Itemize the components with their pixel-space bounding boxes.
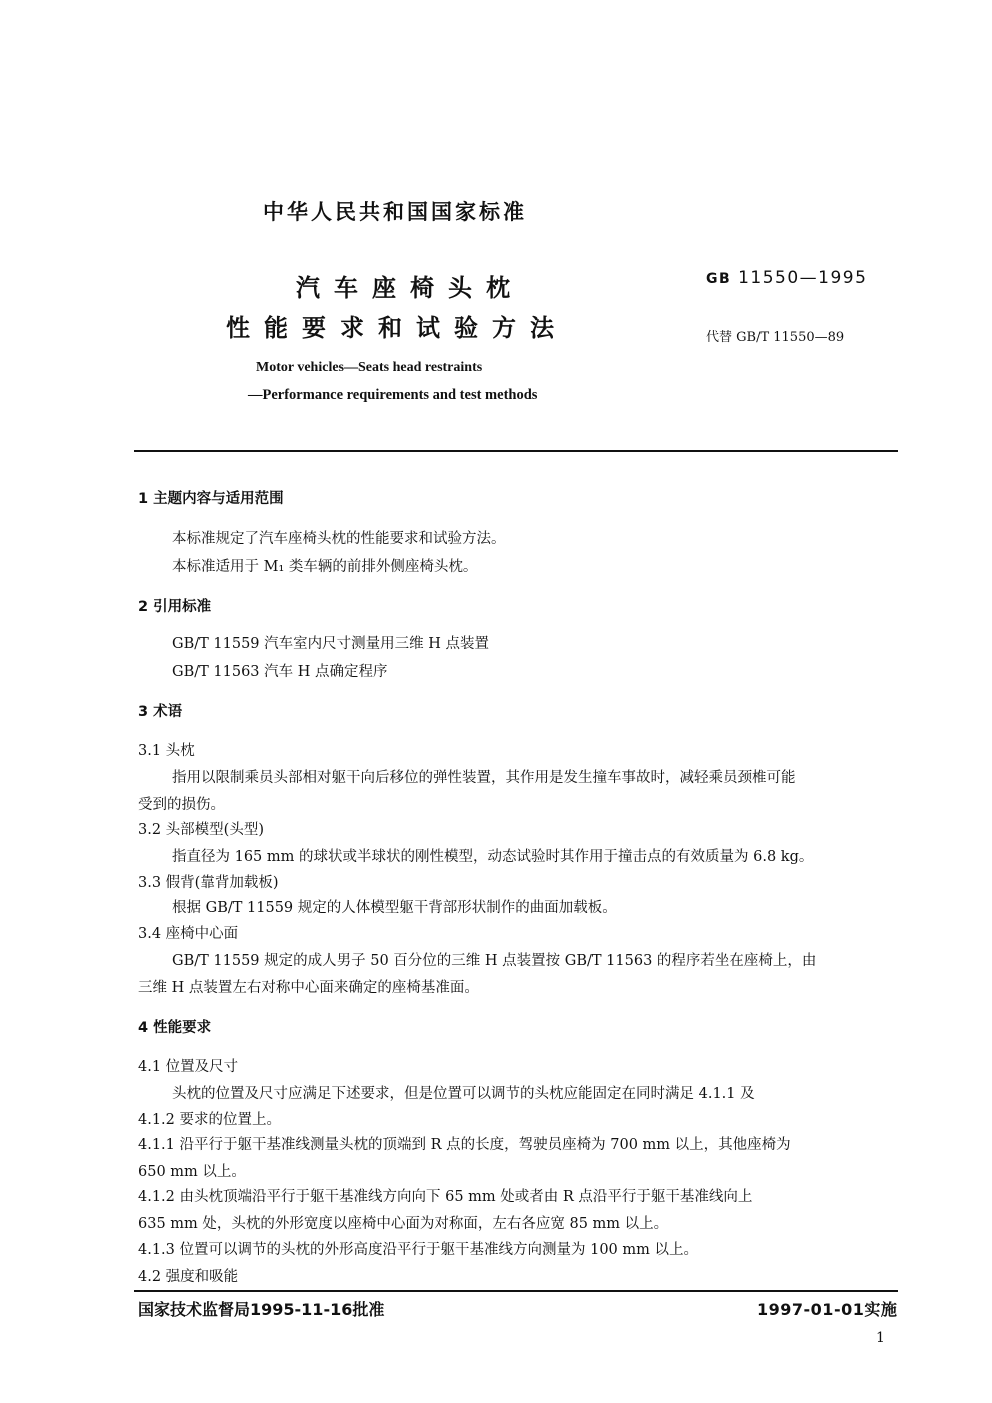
section-4-1-2-line-2: 635 mm 处，头枕的外形宽度以座椅中心面为对称面，左右各应宽 85 mm 以上。 [138,1216,669,1232]
page-number: 1 [876,1330,885,1346]
section-3-2-line-1: 指直径为 165 mm 的球状或半球状的刚性模型，动态试验时其作用于撞击点的有效质量为 6.8 kg。 [172,849,814,865]
section-3-1-line-1: 指用以限制乘员头部相对躯干向后移位的弹性装置，其作用是发生撞车事故时，减轻乘员颈椎可能 [172,770,796,786]
section-3-2-heading: 3.2 头部模型(头型) [138,822,264,838]
section-3-3-line-1: 根据 GB/T 11559 规定的人体模型躯干背部形状制作的曲面加载板。 [172,900,617,916]
approval-date: 国家技术监督局1995-11-16批准 [138,1300,385,1319]
section-2-heading: 2 引用标准 [138,599,212,615]
section-4-1-1-line-2: 650 mm 以上。 [138,1164,246,1180]
replaces-note: 代替 GB/T 11550—89 [706,330,845,345]
section-3-4-heading: 3.4 座椅中心面 [138,926,239,942]
section-4-1-1-line-1: 4.1.1 沿平行于躯干基准线测量头枕的顶端到 R 点的长度，驾驶员座椅为 700 mm 以上，其他座椅为 [138,1137,791,1153]
english-title-line-2: —Performance requirements and test methods [248,387,538,403]
title-line-1: 汽车座椅头枕 [296,274,524,302]
section-4-1-line-1: 头枕的位置及尺寸应满足下述要求，但是位置可以调节的头枕应能固定在同时满足 4.1.1 及 [172,1086,755,1102]
section-3-4-line-2: 三维 H 点装置左右对称中心面来确定的座椅基准面。 [138,980,479,996]
section-3-1-line-2: 受到的损伤。 [138,797,225,813]
standard-number [706,268,867,288]
implementation-date: 1997-01-01实施 [757,1300,898,1319]
standard-prefix: GB [706,271,732,287]
section-4-heading: 4 性能要求 [138,1020,212,1036]
standard-code: 11550—1995 [738,268,868,288]
english-title-line-1: Motor vehicles—Seats head restraints [256,360,483,375]
section-1-para-1: 本标准规定了汽车座椅头枕的性能要求和试验方法。 [172,531,506,547]
section-3-3-heading: 3.3 假背(靠背加载板) [138,875,279,891]
issuing-org: 中华人民共和国国家标准 [263,200,527,224]
footer-rule [134,1290,898,1292]
title-line-2: 性能要求和试验方法 [226,314,568,342]
section-4-1-2-line-1: 4.1.2 由头枕顶端沿平行于躯干基准线方向向下 65 mm 处或者由 R 点沿平行于躯干基准线向上 [138,1189,753,1205]
header-rule [134,450,898,452]
section-4-2-heading: 4.2 强度和吸能 [138,1269,239,1285]
section-3-4-line-1: GB/T 11559 规定的成人男子 50 百分位的三维 H 点装置按 GB/T 11563 的程序若坐在座椅上，由 [172,953,817,969]
section-1-para-2: 本标准适用于 M₁ 类车辆的前排外侧座椅头枕。 [172,559,478,575]
section-1-heading: 1 主题内容与适用范围 [138,491,284,507]
section-3-heading: 3 术语 [138,704,183,720]
section-4-1-heading: 4.1 位置及尺寸 [138,1059,239,1075]
reference-2: GB/T 11563 汽车 H 点确定程序 [172,664,388,680]
section-4-1-3-line-1: 4.1.3 位置可以调节的头枕的外形高度沿平行于躯干基准线方向测量为 100 mm 以上。 [138,1242,699,1258]
reference-1: GB/T 11559 汽车室内尺寸测量用三维 H 点装置 [172,636,490,652]
section-4-1-line-2: 4.1.2 要求的位置上。 [138,1112,282,1128]
section-3-1-heading: 3.1 头枕 [138,743,195,759]
